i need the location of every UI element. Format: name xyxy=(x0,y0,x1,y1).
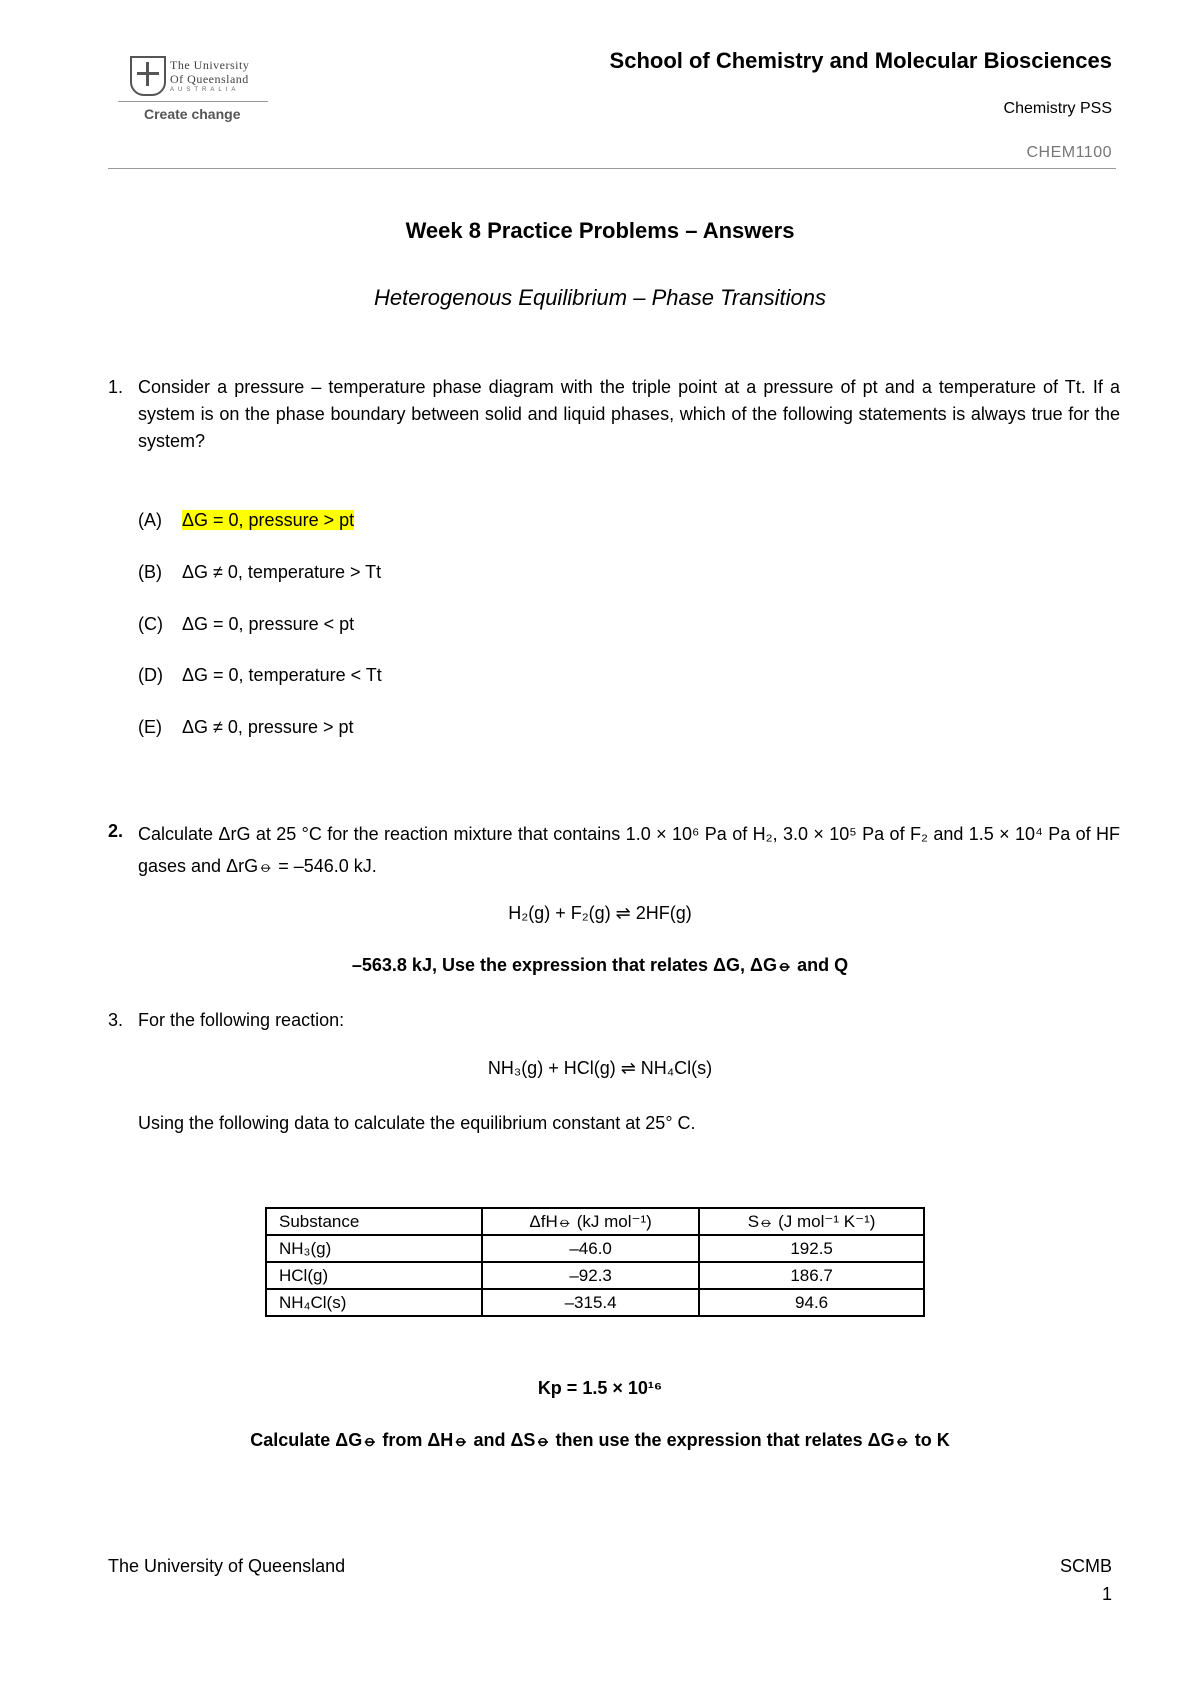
table-cell: –315.4 xyxy=(482,1289,699,1316)
q1-number: 1. xyxy=(108,377,124,397)
option-label: (A) xyxy=(138,510,162,530)
school-name: School of Chemistry and Molecular Biosciences xyxy=(609,48,1112,73)
q1-text: Consider a pressure – temperature phase diagram with the triple point at a pressure of pt and a temperature of Tt. If a system is on the phase boundary between solid and liquid phases, which of the following statements is always true for the system? xyxy=(138,377,1120,451)
table-cell: 192.5 xyxy=(699,1235,924,1262)
q3-instruction: Using the following data to calculate the equilibrium constant at 25° C. xyxy=(138,1113,696,1133)
q2-text: Calculate ΔrG at 25 °C for the reaction mixture that contains 1.0 × 10⁶ Pa of H₂, 3.0 × 10⁵ Pa of F₂ and 1.5 × 10⁴ Pa of HF gases and ΔrG⦵ = –546.0 kJ. xyxy=(138,824,1120,876)
option-label: (E) xyxy=(138,717,162,737)
q2-equation: H₂(g) + F₂(g) ⇌ 2HF(g) xyxy=(508,903,692,923)
uq-logo xyxy=(118,54,268,126)
q2-answer: –563.8 kJ, Use the expression that relates ΔG, ΔG⦵ and Q xyxy=(351,955,849,975)
table-cell: 94.6 xyxy=(699,1289,924,1316)
header-divider xyxy=(108,168,1116,169)
header-subtitle: Chemistry PSS xyxy=(1003,100,1112,117)
logo-line-1: The University xyxy=(170,58,250,72)
logo-divider xyxy=(118,101,268,102)
table-cell: –46.0 xyxy=(482,1235,699,1262)
page-title: Week 8 Practice Problems – Answers xyxy=(405,218,795,243)
logo-line-2: Of Queensland xyxy=(170,72,249,86)
crest-icon xyxy=(130,56,166,96)
q3-intro: For the following reaction: xyxy=(138,1010,345,1030)
q2-number: 2. xyxy=(108,821,124,841)
table-row xyxy=(266,1289,924,1316)
table-header-cell: ΔfH⦵ (kJ mol⁻¹) xyxy=(482,1208,699,1235)
table-cell: NH₄Cl(s) xyxy=(266,1289,482,1316)
option-text: ΔG ≠ 0, pressure > pt xyxy=(182,717,354,737)
q3-answer: Kp = 1.5 × 10¹⁶ xyxy=(537,1378,663,1398)
course-code: CHEM1100 xyxy=(1026,144,1112,161)
option-label: (D) xyxy=(138,665,163,685)
option-text-correct: ΔG = 0, pressure > pt xyxy=(182,510,355,530)
option-label: (C) xyxy=(138,614,163,634)
q3-hint: Calculate ΔG⦵ from ΔH⦵ and ΔS⦵ then use the expression that relates ΔG⦵ to K xyxy=(250,1430,950,1450)
table-header-cell: Substance xyxy=(266,1208,482,1235)
q3-number: 3. xyxy=(108,1010,124,1030)
table-row xyxy=(266,1262,924,1289)
q1-option-c xyxy=(138,614,354,635)
table-cell: –92.3 xyxy=(482,1262,699,1289)
table-cell: 186.7 xyxy=(699,1262,924,1289)
option-text: ΔG = 0, pressure < pt xyxy=(182,614,355,634)
option-text: ΔG ≠ 0, temperature > Tt xyxy=(182,562,382,582)
q1-option-a xyxy=(138,510,354,531)
footer-university: The University of Queensland xyxy=(108,1556,346,1576)
q1-option-e xyxy=(138,717,353,738)
table-cell: NH₃(g) xyxy=(266,1235,482,1262)
logo-tagline: Create change xyxy=(144,106,241,122)
option-text: ΔG = 0, temperature < Tt xyxy=(182,665,382,685)
table-cell: HCl(g) xyxy=(266,1262,482,1289)
table-header-cell: S⦵ (J mol⁻¹ K⁻¹) xyxy=(699,1208,924,1235)
thermo-data-table xyxy=(265,1207,925,1317)
table-row xyxy=(266,1235,924,1262)
q3-equation: NH₃(g) + HCl(g) ⇌ NH₄Cl(s) xyxy=(487,1058,713,1078)
q1-option-d xyxy=(138,665,382,686)
footer-school: SCMB xyxy=(1059,1556,1112,1576)
option-label: (B) xyxy=(138,562,162,582)
table-header-row xyxy=(266,1208,924,1235)
page-subtitle: Heterogenous Equilibrium – Phase Transitions xyxy=(373,285,827,310)
logo-line-3: AUSTRALIA xyxy=(170,87,240,93)
page-number: 1 xyxy=(1101,1584,1112,1604)
q1-option-b xyxy=(138,562,381,583)
